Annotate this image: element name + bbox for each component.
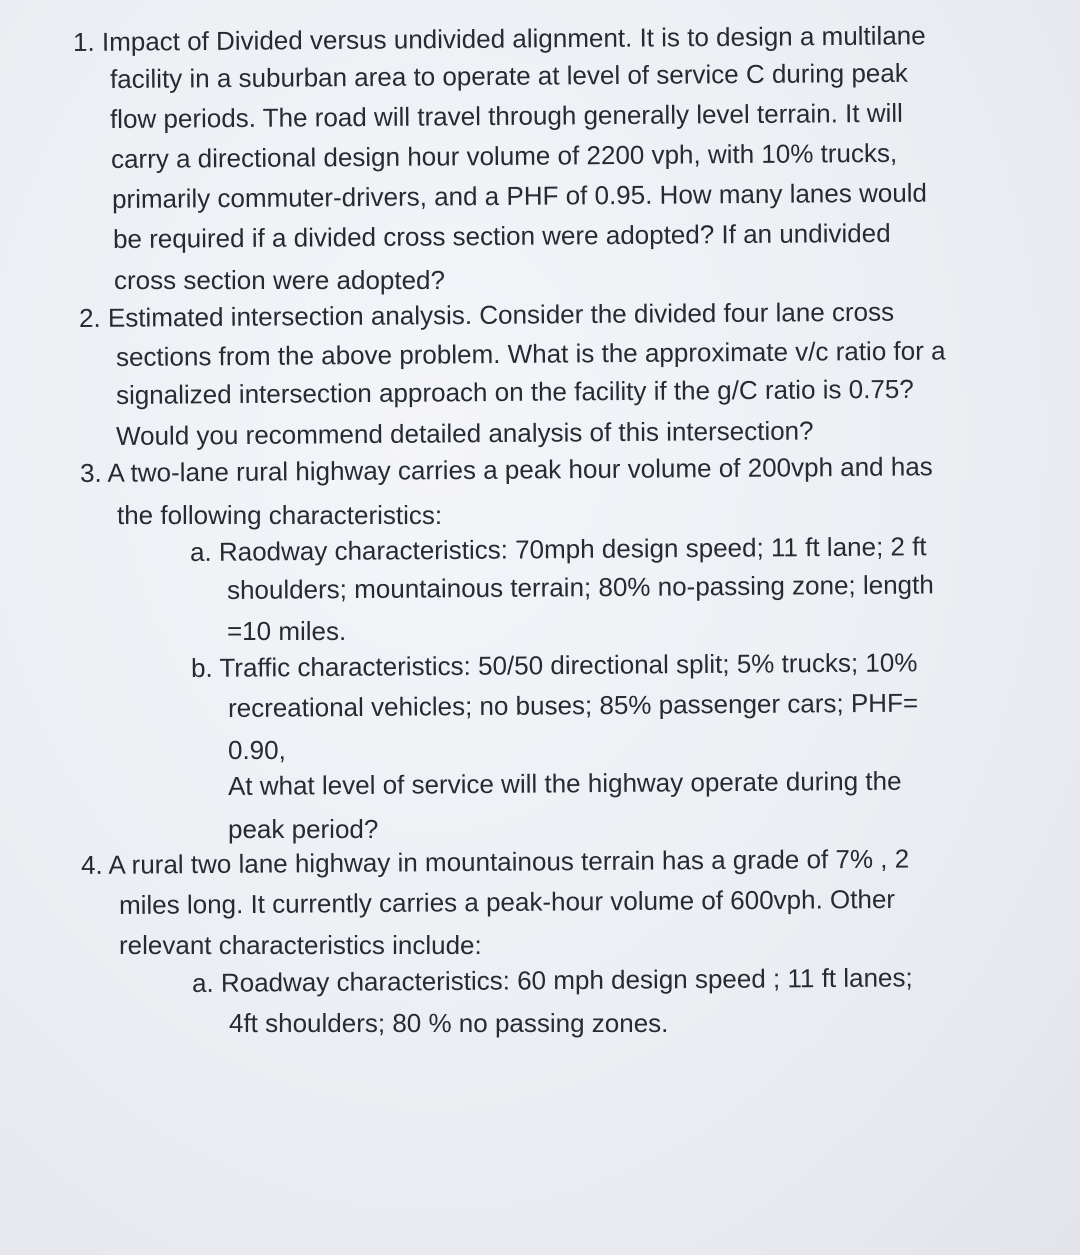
text-line: 0.90, (228, 735, 286, 765)
text-line: Would you recommend detailed analysis of this intersection? (115, 415, 814, 451)
text-line: carry a directional design hour volume of 2200 vph, with 10% trucks, (110, 137, 898, 174)
text-line: recreational vehicles; no buses; 85% passenger cars; PHF= (227, 687, 919, 723)
text-line: primarily commuter-drivers, and a PHF of 0.95. How many lanes would (111, 177, 928, 214)
text-line: the following characteristics: (117, 500, 443, 530)
text-line: sections from the above problem. What is the approximate v/c ratio for a (115, 335, 946, 372)
text-line: 4. A rural two lane highway in mountainous terrain has a grade of 7% , 2 (80, 843, 910, 880)
text-line: miles long. It currently carries a peak-hour volume of 600vph. Other (118, 883, 896, 920)
text-line: At what level of service will the highway operate during the (227, 765, 902, 801)
text-line: facility in a suburban area to operate at level of service C during peak (109, 57, 908, 94)
text-line: peak period? (228, 814, 379, 844)
text-line: be required if a divided cross section were adopted? If an undivided (112, 217, 891, 254)
text-line: flow periods. The road will travel through generally level terrain. It will (109, 97, 903, 134)
text-line: a. Raodway characteristics: 70mph design speed; 11 ft lane; 2 ft (189, 531, 927, 567)
text-line: signalized intersection approach on the facility if the g/C ratio is 0.75? (115, 373, 914, 410)
text-line: a. Roadway characteristics: 60 mph design speed ; 11 ft lanes; (191, 962, 913, 998)
text-line: cross section were adopted? (114, 265, 445, 295)
text-line: =10 miles. (227, 616, 347, 646)
text-line: relevant characteristics include: (119, 930, 482, 960)
text-line: 1. Impact of Divided versus undivided alignment. It is to design a multilane (72, 20, 926, 57)
text-line: 4ft shoulders; 80 % no passing zones. (229, 1008, 669, 1038)
text-line: 2. Estimated intersection analysis. Consider the divided four lane cross (78, 296, 895, 333)
text-line: b. Traffic characteristics: 50/50 directional split; 5% trucks; 10% (190, 647, 918, 683)
text-line: shoulders; mountainous terrain; 80% no-passing zone; length (226, 569, 934, 605)
text-line: 3. A two-lane rural highway carries a peak hour volume of 200vph and has (79, 451, 933, 488)
